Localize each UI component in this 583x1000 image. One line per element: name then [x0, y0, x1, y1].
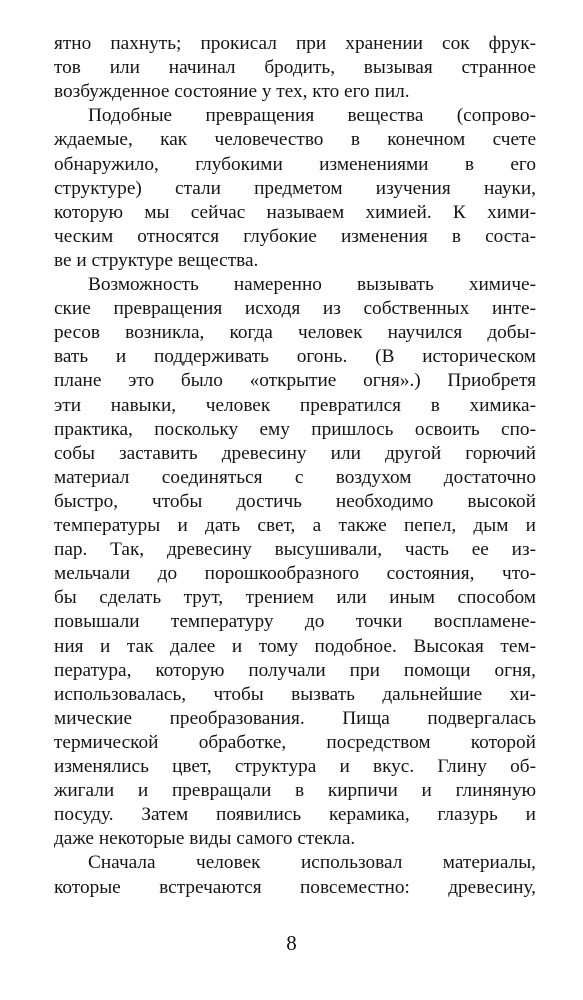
text-line: обнаружило, глубокими изменениями в его	[54, 153, 536, 175]
text-line: ятно пахнуть; прокисал при хранении сок фрук-	[54, 33, 536, 54]
text-line: практика, поскольку ему пришлось освоить спо-	[54, 418, 536, 440]
text-line: ния и так далее и тому подобное. Высокая тем-	[54, 635, 536, 657]
text-line: вать и поддерживать огонь. (В историческом	[54, 346, 536, 368]
text-line: которые встречаются повсеместно: древесину,	[54, 876, 536, 898]
text-line: жигали и превращали в кирпичи и глиняную	[54, 780, 536, 802]
page-number: 8	[286, 931, 297, 955]
text-line: даже некоторые виды самого стекла.	[54, 828, 356, 850]
text-line: структуре) стали предметом изучения науки,	[54, 177, 536, 199]
text-line: ве и структуре вещества.	[54, 249, 259, 271]
text-line: возбужденное состояние у тех, кто его пил.	[54, 81, 410, 103]
text-line: пар. Так, древесину высушивали, часть ее из-	[54, 539, 536, 561]
text-line: быстро, чтобы достичь необходимо высокой	[54, 490, 536, 512]
text-line: повышали температуру до точки воспламене-	[54, 611, 536, 633]
text-line: бы сделать трут, трением или иным способом	[54, 587, 536, 609]
text-line: ждаемые, как человечество в конечном счете	[54, 129, 536, 151]
text-line: посуду. Затем появились керамика, глазурь и	[54, 804, 536, 826]
text-line: мические преобразования. Пища подвергалась	[54, 707, 536, 729]
text-line: температуры и дать свет, а также пепел, дым и	[54, 515, 536, 536]
text-line: ческим относятся глубокие изменения в соста-	[54, 225, 536, 247]
text-line: материал соединяться с воздухом достаточно	[54, 466, 536, 488]
paragraph-first-line: Возможность намеренно вызывать химиче-	[88, 274, 536, 295]
text-line: изменялись цвет, структура и вкус. Глину об-	[54, 756, 536, 777]
text-line: пература, которую получали при помощи огня,	[54, 659, 536, 681]
text-line: эти навыки, человек превратился в химика-	[54, 394, 536, 416]
text-line: ские превращения исходя из собственных инте-	[54, 298, 536, 320]
text-line: которую мы сейчас называем химией. К хими-	[54, 201, 536, 223]
paragraph-first-line: Подобные превращения вещества (сопрово-	[88, 105, 536, 127]
text-line: тов или начинал бродить, вызывая странное	[54, 57, 536, 79]
text-line: термической обработке, посредством которой	[54, 731, 536, 753]
text-line: собы заставить древесину или другой горючий	[54, 442, 536, 464]
paragraph-first-line: Сначала человек использовал материалы,	[88, 852, 536, 874]
text-line: ресов возникла, когда человек научился добы-	[54, 322, 536, 344]
text-line: использовалась, чтобы вызвать дальнейшие хи-	[54, 683, 536, 705]
text-line: мельчали до порошкообразного состояния, что-	[54, 563, 536, 585]
text-line: плане это было «открытие огня».) Приобретя	[54, 370, 536, 392]
